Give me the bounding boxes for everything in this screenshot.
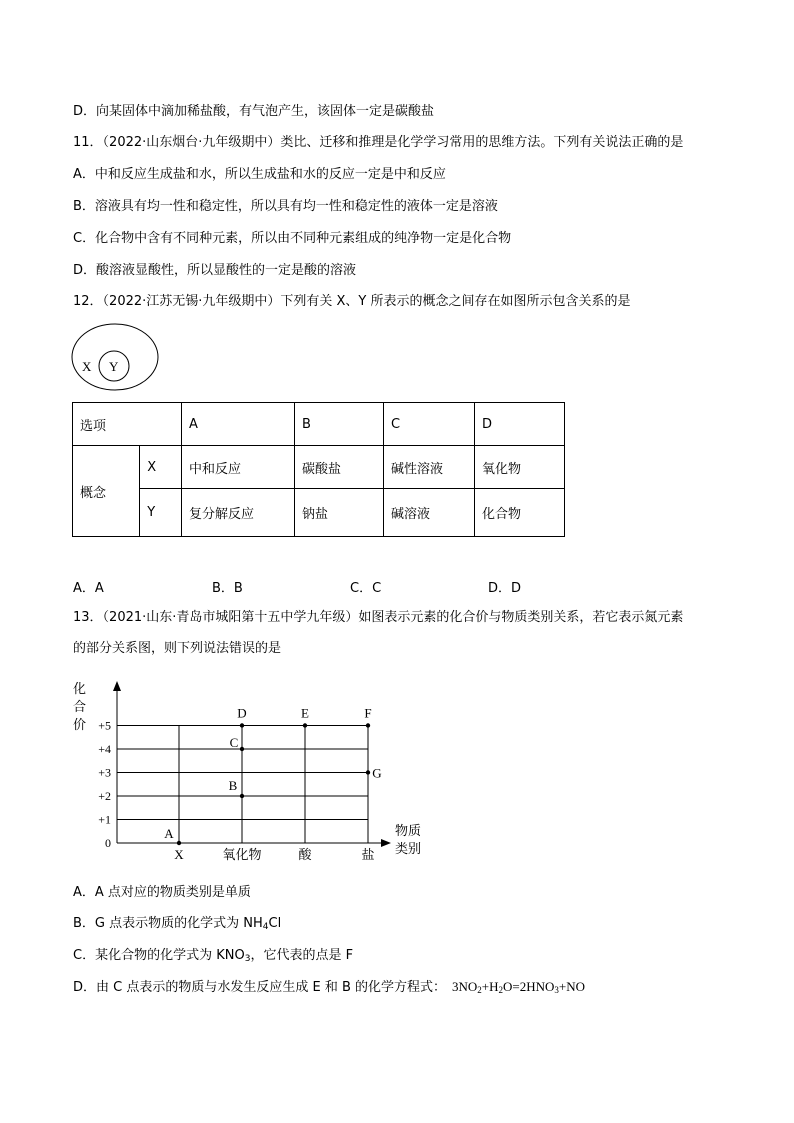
q13-option-d-text: D．由 C 点表示的物质与水发生反应生成 E 和 B 的化学方程式： [73,980,447,995]
table-header-row [73,403,565,446]
table-cell: 钠盐 [295,489,384,537]
data-point [177,841,181,845]
equation-subscript: 2 [477,985,482,995]
table-header-cell: B [295,403,384,446]
q11-option-d: D．酸溶液显酸性，所以显酸性的一定是酸的溶液 [73,263,357,278]
valence-chart [60,675,440,865]
point-label: C [229,735,239,750]
q13-option-b-tail: Cl [268,916,282,931]
q13-option-c-text: C．某化合物的化学式为 KNO [73,948,245,963]
table-cell: 氧化物 [475,446,565,489]
q13-option-c-tail: ，它代表的点是 F [250,948,354,963]
q12-answer-a: A．A [73,581,104,596]
q12-answers [73,577,633,595]
x-axis-arrow [381,839,391,847]
x-tick-label: 酸 [298,847,312,862]
q13-option-d [73,978,585,999]
y-tick-label: 0 [105,836,111,850]
point-label: F [364,705,372,721]
data-point [303,723,307,727]
x-axis-label: 物质 [395,823,422,838]
q13-stem-line2: 的部分关系图，则下列说法错误的是 [73,641,282,656]
inner-label: Y [109,359,119,374]
q13-option-b-sub: 4 [262,922,269,932]
y-tick-label: +5 [98,718,111,733]
q13-option-c-sub: 3 [244,954,251,964]
table-header-cell: D [475,403,565,446]
table-header-cell: C [384,403,475,446]
table-cell: 碱溶液 [384,489,475,537]
y-axis-label: 合 [73,699,87,714]
concept-table [72,402,565,537]
data-point [366,770,370,774]
data-point [366,723,370,727]
q12-answer-b: B．B [212,581,243,596]
table-header-cell: 选项 [73,403,182,446]
outer-ellipse [72,324,158,390]
data-point [240,723,244,727]
y-tick-label: +3 [98,765,111,780]
q11-option-a: A．中和反应生成盐和水，所以生成盐和水的反应一定是中和反应 [73,167,446,182]
x-tick-label: X [174,847,184,862]
q11-stem: 11．（2022·山东烟台·九年级期中）类比、迁移和推理是化学学习常用的思维方法。下列有关说法正确的是 [73,135,684,150]
q11-option-b: B．溶液具有均一性和稳定性，所以具有均一性和稳定性的液体一定是溶液 [73,199,498,214]
table-group-cell: 概念 [73,446,140,537]
table-cell: 中和反应 [182,446,295,489]
table-cell: 碳酸盐 [295,446,384,489]
q13-option-b-text: B．G 点表示物质的化学式为 NH [73,916,263,931]
point-label: A [164,826,174,841]
table-cell: 化合物 [475,489,565,537]
q13-stem-line1: 13．（2021·山东·青岛市城阳第十五中学九年级）如图表示元素的化合价与物质类别关系，若它表示氮元素 [73,610,684,625]
q12-stem: 12．（2022·江苏无锡·九年级期中）下列有关 X、Y 所表示的概念之间存在如图所示包含关系的是 [73,294,631,309]
q12-answer-d: D．D [488,581,522,596]
q10-option-d: D．向某固体中滴加稀盐酸，有气泡产生，该固体一定是碳酸盐 [73,104,435,119]
y-tick-label: +4 [98,742,111,756]
equation-part: +H [481,979,499,994]
point-label: B [228,778,238,793]
data-point [240,794,244,798]
table-cell: 复分解反应 [182,489,295,537]
q13-option-c [73,947,353,968]
y-axis-arrow [113,681,121,691]
chemical-equation [452,979,585,994]
table-header-cell: A [182,403,295,446]
equation-part: +NO [558,979,586,994]
table-cell: 碱性溶液 [384,446,475,489]
equation-part: O=2HNO [503,979,555,994]
equation-part: 3NO [452,979,478,994]
point-label: G [372,765,382,781]
q13-option-b [73,915,281,936]
table-key-cell: Y [140,489,182,537]
y-axis-label: 化 [73,681,87,696]
data-point [240,747,244,751]
outer-label: X [82,359,92,374]
table-row [73,446,565,489]
x-axis-label: 类别 [395,841,422,856]
x-tick-label: 盐 [361,847,375,862]
q12-answer-c: C．C [350,581,382,596]
point-label: D [237,705,247,721]
table-row [73,489,565,537]
q13-option-a: A．A 点对应的物质类别是单质 [73,885,251,900]
y-axis-label: 价 [73,717,87,732]
table-key-cell: X [140,446,182,489]
inclusion-diagram [71,322,161,392]
q11-option-c: C．化合物中含有不同种元素，所以由不同种元素组成的纯净物一定是化合物 [73,231,512,246]
equation-subscript: 3 [554,985,559,995]
y-tick-label: +2 [98,789,111,803]
point-label: E [301,705,309,721]
x-tick-label: 氧化物 [222,847,262,862]
y-tick-label: +1 [98,812,111,827]
equation-subscript: 2 [498,985,504,995]
